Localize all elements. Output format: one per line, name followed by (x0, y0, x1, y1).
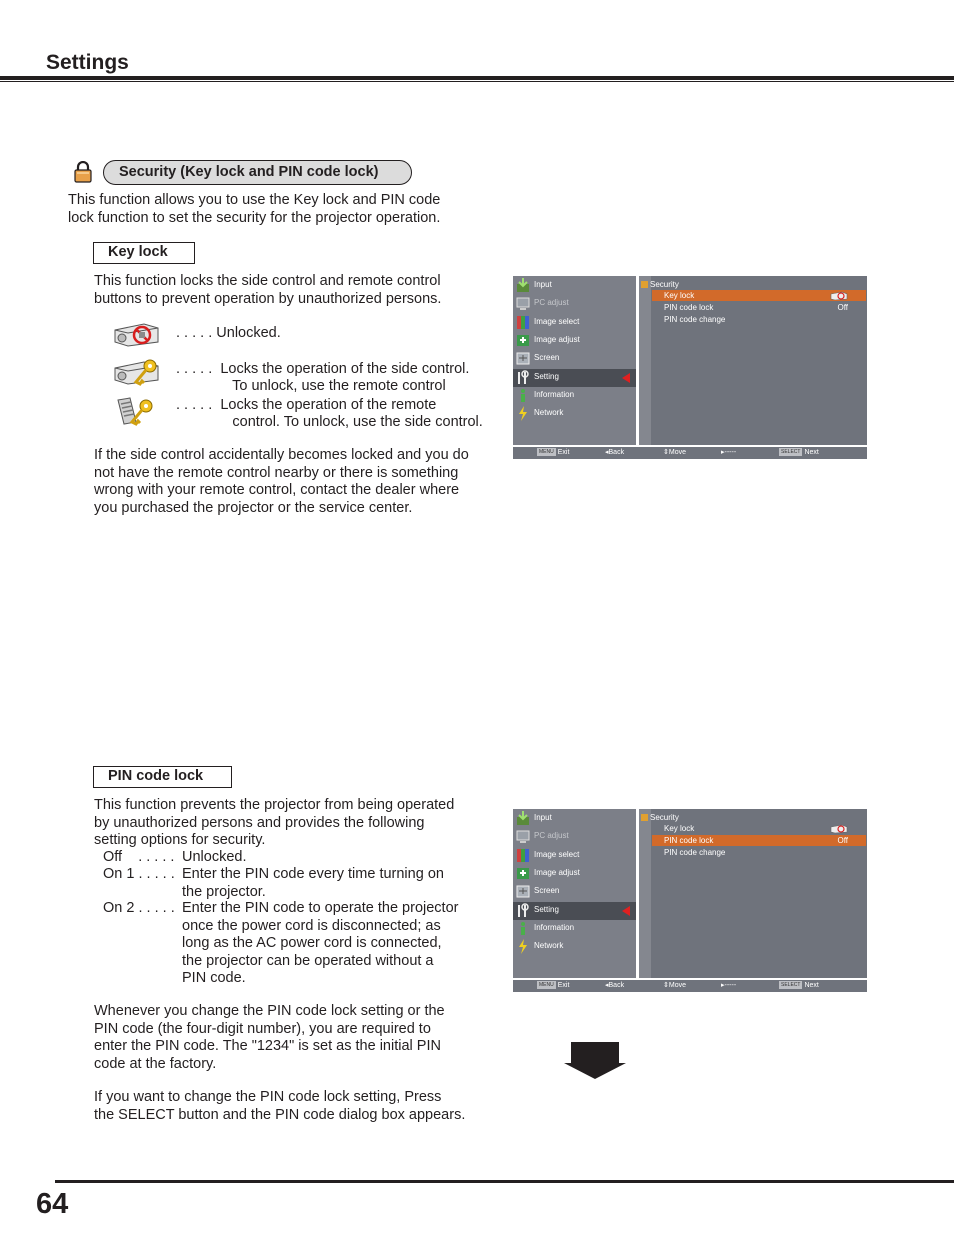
projector-key-icon (112, 356, 162, 386)
screen-icon (516, 351, 530, 366)
padlock-icon (641, 281, 648, 288)
pc-adjust-icon (516, 296, 530, 311)
image-adjust-icon (516, 333, 530, 348)
menu-item-image-adjust[interactable]: Image adjust (513, 865, 636, 883)
osd-main-menu (513, 276, 636, 445)
section-title: Security (Key lock and PIN code lock) (103, 160, 412, 185)
menu-pointer-icon (622, 906, 630, 916)
padlock-icon (72, 161, 94, 183)
osd-footer: MENU Exit ◂Back ⇕Move ▸----- SELECT Next (513, 980, 867, 992)
submenu-item-pin-code-lock[interactable]: PIN code lock Off (652, 835, 866, 846)
osd-main-menu (513, 809, 636, 978)
image-select-icon (516, 315, 530, 330)
pin-code-select-note: If you want to change the PIN code lock setting, Press the SELECT button and the PIN code dialog box appears. (94, 1089, 466, 1123)
menu-item-image-adjust[interactable]: Image adjust (513, 332, 636, 350)
projector-unlocked-icon (830, 824, 848, 833)
setting-icon (516, 903, 530, 918)
image-select-icon (516, 848, 530, 863)
submenu-item-pin-code-change[interactable]: PIN code change (664, 848, 726, 857)
menu-item-information[interactable]: Information (513, 920, 636, 938)
osd-menu-pin-code-lock (513, 809, 867, 992)
menu-item-information[interactable]: Information (513, 387, 636, 405)
security-submenu-title: Security (641, 280, 679, 289)
menu-item-image-select[interactable]: Image select (513, 314, 636, 332)
menu-item-network[interactable]: Network (513, 938, 636, 956)
page-header-title: Settings (46, 51, 129, 74)
remote-control-lock-option: . . . . . Locks the operation of the remote control. To unlock, use the side control. (176, 397, 483, 430)
input-icon (516, 278, 530, 293)
projector-unlocked-icon (112, 318, 162, 348)
menu-item-setting[interactable]: Setting (513, 369, 636, 387)
submenu-item-pin-code-lock[interactable]: PIN code lock Off (664, 303, 848, 312)
screen-icon (516, 884, 530, 899)
pc-adjust-icon (516, 829, 530, 844)
arrow-down-icon (564, 1042, 626, 1079)
page-number: 64 (36, 1188, 69, 1220)
input-icon (516, 811, 530, 826)
footer-rule (55, 1180, 954, 1183)
menu-item-screen[interactable]: Screen (513, 883, 636, 901)
side-control-lock-option: . . . . . Locks the operation of the side control. To unlock, use the remote control (176, 361, 470, 394)
menu-pointer-icon (622, 373, 630, 383)
menu-item-screen[interactable]: Screen (513, 350, 636, 368)
menu-item-input[interactable]: Input (513, 810, 636, 828)
network-icon (516, 939, 530, 954)
network-icon (516, 406, 530, 421)
osd-footer: MENU Exit ◂Back ⇕Move ▸----- SELECT Next (513, 447, 867, 459)
pin-code-note: Whenever you change the PIN code lock setting or the PIN code (the four-digit number), you are required to enter the PIN code. The "1234" is set as the initial PIN code at the factory. (94, 1003, 445, 1072)
setting-icon (516, 370, 530, 385)
submenu-item-key-lock[interactable]: Key lock (652, 823, 866, 834)
information-icon (516, 388, 530, 403)
padlock-icon (641, 814, 648, 821)
information-icon (516, 921, 530, 936)
pin-code-description: This function prevents the projector from being operated by unauthorized persons and provides the following setting options for security. (94, 797, 455, 848)
submenu-item-key-lock[interactable]: Key lock (652, 290, 866, 301)
unlocked-option: . . . . . Unlocked. (176, 325, 281, 341)
header-rule-thin (0, 81, 954, 82)
submenu-item-pin-code-change[interactable]: PIN code change (664, 315, 726, 324)
menu-item-image-select[interactable]: Image select (513, 847, 636, 865)
header-rule (0, 76, 954, 80)
osd-menu-key-lock (513, 276, 867, 459)
security-submenu-title: Security (641, 813, 679, 822)
pin-code-lock-heading: PIN code lock (93, 766, 232, 788)
key-lock-heading: Key lock (93, 242, 195, 264)
key-lock-note: If the side control accidentally becomes locked and you do not have the remote control nearby or there is something wrong with your remote control, contact the dealer where you purchased the projector or the service center. (94, 447, 469, 516)
intro-text: This function allows you to use the Key lock and PIN code lock function to set the security for the projector operation. (68, 192, 441, 226)
menu-item-network[interactable]: Network (513, 405, 636, 423)
menu-item-pc-adjust[interactable]: PC adjust (513, 295, 636, 313)
menu-item-input[interactable]: Input (513, 277, 636, 295)
key-lock-description: This function locks the side control and remote control buttons to prevent operation by unauthorized persons. (94, 273, 442, 307)
projector-unlocked-icon (830, 291, 848, 300)
image-adjust-icon (516, 866, 530, 881)
remote-key-icon (112, 396, 162, 426)
menu-item-setting[interactable]: Setting (513, 902, 636, 920)
menu-item-pc-adjust[interactable]: PC adjust (513, 828, 636, 846)
